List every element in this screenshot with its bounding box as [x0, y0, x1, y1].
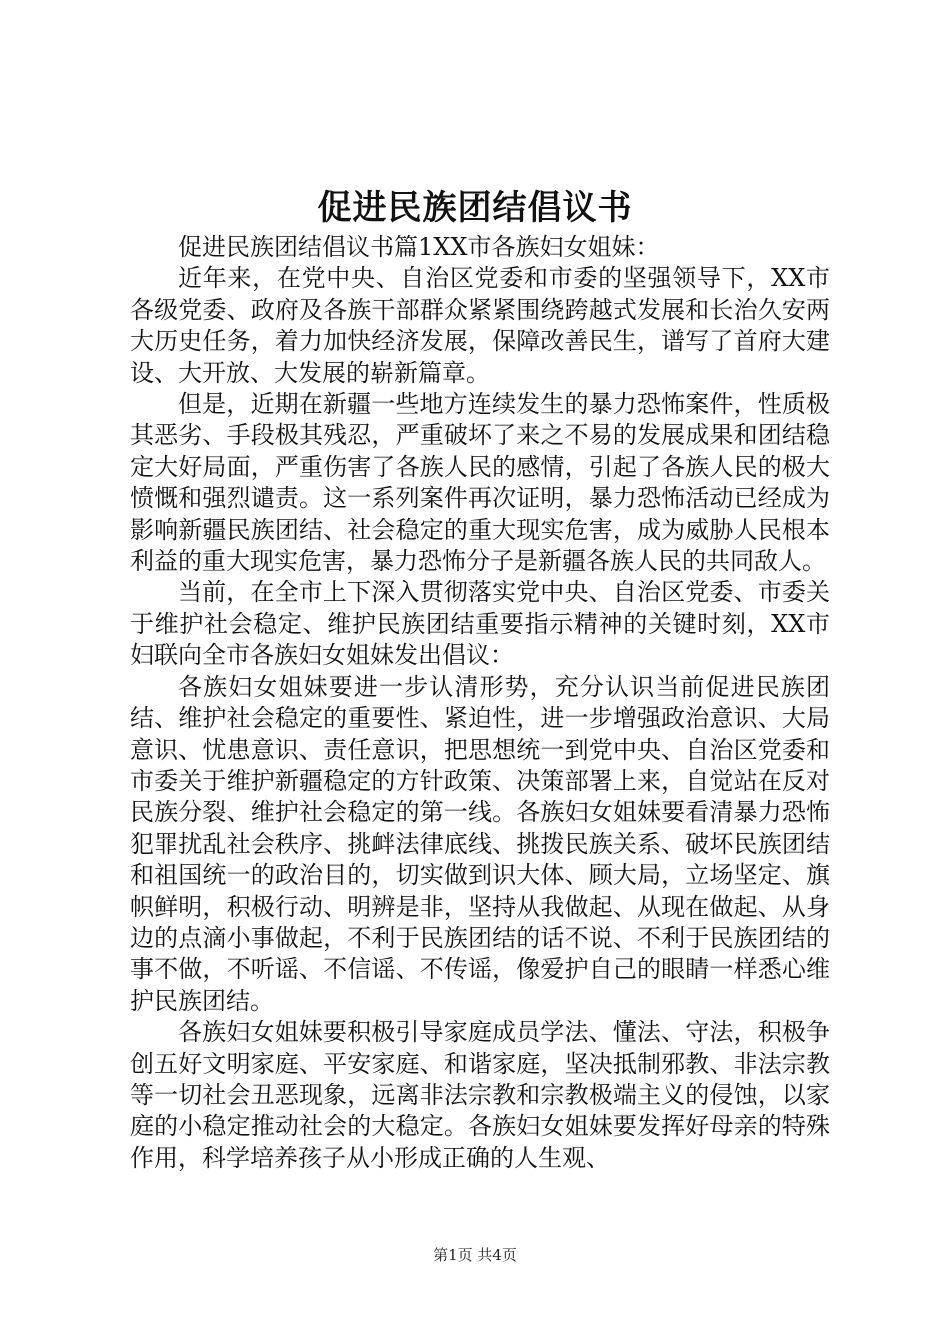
paragraph-incidents: 但是，近期在新疆一些地方连续发生的暴力恐怖案件，性质极其恶劣、手段极其残忍，严重破坏了来之不易的发展成果和团结稳定大好局面，严重伤害了各族人民的感情，引起了各族人民的极大愤慨和强烈谴责。这一系列案件再次证明，暴力恐怖活动已经成为影响新疆民族团结、社会稳定的重大现实危害，成为威胁人民根本利益的重大现实危害，暴力恐怖分子是新疆各族人民的共同敌人。: [130, 390, 830, 576]
paragraph-background: 近年来，在党中央、自治区党委和市委的坚强领导下，XX市各级党委、政府及各族干部群众紧紧围绕跨越式发展和长治久安两大历史任务，着力加快经济发展，保障改善民生，谱写了首府大建设、大开放、大发展的崭新篇章。: [130, 264, 830, 387]
paragraph-proposal-awareness: 各族妇女姐妹要进一步认清形势，充分认识当前促进民族团结、维护社会稳定的重要性、紧迫性，进一步增强政治意识、大局意识、忧患意识、责任意识，把思想统一到党中央、自治区党委和市委关于维护新疆稳定的方针政策、决策部署上来，自觉站在反对民族分裂、维护社会稳定的第一线。各族妇女姐妹要看清暴力恐怖犯罪扰乱社会秩序、挑衅法律底线、挑拨民族关系、破坏民族团结和祖国统一的政治目的，切实做到识大体、顾大局，立场坚定、旗帜鲜明，积极行动、明辨是非，坚持从我做起、从现在做起、从身边的点滴小事做起，不利于民族团结的话不说、不利于民族团结的事不做，不听谣、不信谣、不传谣，像爱护自己的眼睛一样悉心维护民族团结。: [130, 672, 830, 1015]
paragraph-proposal-intro: 当前，在全市上下深入贯彻落实党中央、自治区党委、市委关于维护社会稳定、维护民族团结重要指示精神的关键时刻，XX市妇联向全市各族妇女姐妹发出倡议：: [130, 578, 830, 670]
document-title: 促进民族团结倡议书: [317, 188, 633, 228]
paragraph-salutation: 促进民族团结倡议书篇1XX市各族妇女姐妹：: [178, 233, 660, 261]
document-body: [130, 232, 830, 1174]
page-number-footer: 第1页 共4页: [433, 1246, 517, 1264]
paragraph-proposal-family: 各族妇女姐妹要积极引导家庭成员学法、懂法、守法，积极争创五好文明家庭、平安家庭、和谐家庭，坚决抵制邪教、非法宗教等一切社会丑恶现象，远离非法宗教和宗教极端主义的侵蚀，以家庭的小稳定推动社会的大稳定。各族妇女姐妹要发挥好母亲的特殊作用，科学培养孩子从小形成正确的人生观、: [130, 1018, 830, 1172]
